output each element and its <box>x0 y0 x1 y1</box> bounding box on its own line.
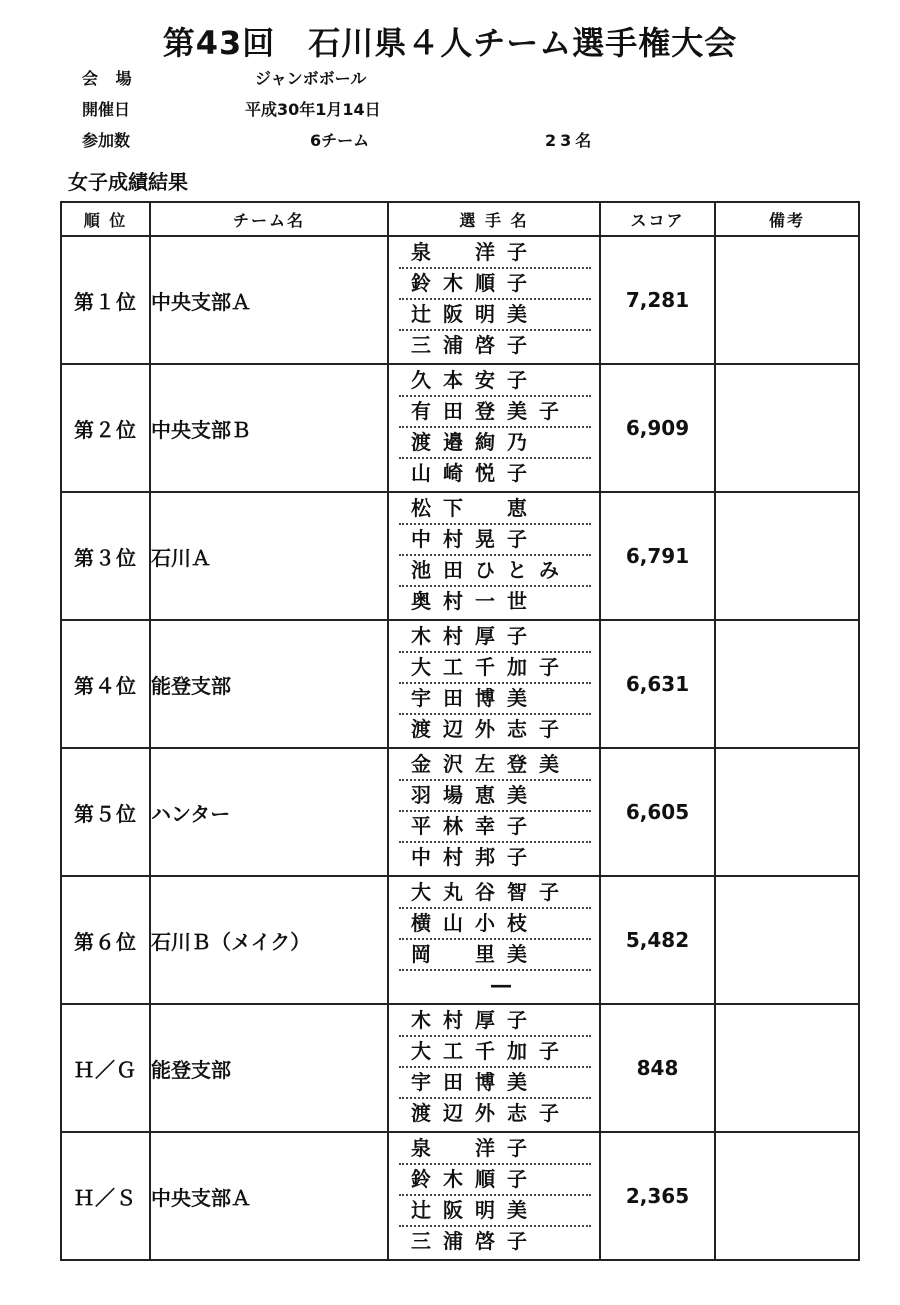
players-cell <box>388 492 600 620</box>
players-cell <box>388 748 600 876</box>
player-name: 宇田博美 <box>399 1068 591 1099</box>
player-name: 池田ひとみ <box>399 556 591 587</box>
team-cell: 石川Ｂ（メイク） <box>150 876 388 1004</box>
table-row <box>61 876 859 1004</box>
player-list <box>389 750 599 874</box>
player-name: ― <box>491 973 511 997</box>
player-name: 羽場恵美 <box>399 781 591 812</box>
team-cell: 中央支部Ａ <box>150 236 388 364</box>
notes-cell <box>715 876 859 1004</box>
player-name: 木村厚子 <box>399 1006 591 1037</box>
player-name: 奥村一世 <box>411 589 539 613</box>
player-name: 山崎悦子 <box>411 461 539 485</box>
rank-cell: 第２位 <box>61 364 150 492</box>
table-row <box>61 492 859 620</box>
player-name: 泉 洋子 <box>399 238 591 269</box>
score-cell: 6,909 <box>600 364 715 492</box>
player-name: 金沢左登美 <box>399 750 591 781</box>
player-name: 辻阪明美 <box>399 1196 591 1227</box>
player-name: 大工千加子 <box>399 653 591 684</box>
score-cell: 6,631 <box>600 620 715 748</box>
rank-cell: 第５位 <box>61 748 150 876</box>
date-value: 平成30年1月14日 <box>245 100 381 119</box>
player-name: 木村厚子 <box>399 622 591 653</box>
score-cell: 5,482 <box>600 876 715 1004</box>
player-name: 松下 恵 <box>399 494 591 525</box>
player-name: 渡邉絢乃 <box>399 428 591 459</box>
score-cell: 6,605 <box>600 748 715 876</box>
page-title: 第43回 石川県４人チーム選手権大会 <box>162 24 738 62</box>
player-list <box>389 1134 599 1258</box>
header-team: チーム名 <box>150 202 388 236</box>
team-cell: 中央支部Ｂ <box>150 364 388 492</box>
table-row <box>61 1132 859 1260</box>
rank-cell: 第４位 <box>61 620 150 748</box>
player-name: 三浦啓子 <box>411 1229 539 1253</box>
player-list <box>389 366 599 490</box>
player-name: 渡辺外志子 <box>411 717 571 741</box>
rank-cell: 第６位 <box>61 876 150 1004</box>
player-name: 三浦啓子 <box>411 333 539 357</box>
player-name: 宇田博美 <box>399 684 591 715</box>
players-cell <box>388 236 600 364</box>
players-cell <box>388 620 600 748</box>
score-cell: 7,281 <box>600 236 715 364</box>
rank-cell: Ｈ／Ｓ <box>61 1132 150 1260</box>
players-cell <box>388 1132 600 1260</box>
player-name: 岡 里美 <box>399 940 591 971</box>
player-name: 平林幸子 <box>399 812 591 843</box>
score-cell: 6,791 <box>600 492 715 620</box>
players-cell <box>388 364 600 492</box>
player-name: 鈴木順子 <box>399 1165 591 1196</box>
notes-cell <box>715 1004 859 1132</box>
header-notes: 備考 <box>715 202 859 236</box>
player-name: 泉 洋子 <box>399 1134 591 1165</box>
players-cell <box>388 1004 600 1132</box>
rank-cell: 第３位 <box>61 492 150 620</box>
player-name: 有田登美子 <box>399 397 591 428</box>
header-score: スコア <box>600 202 715 236</box>
team-cell: 能登支部 <box>150 1004 388 1132</box>
player-list <box>389 1006 599 1130</box>
notes-cell <box>715 364 859 492</box>
table-row <box>61 1004 859 1132</box>
score-cell: 848 <box>600 1004 715 1132</box>
player-name: 辻阪明美 <box>399 300 591 331</box>
notes-cell <box>715 236 859 364</box>
header-rank: 順 位 <box>61 202 150 236</box>
players-count: 23名 <box>545 131 596 150</box>
player-name: 中村晃子 <box>399 525 591 556</box>
section-title: 女子成績結果 <box>68 170 188 194</box>
entries-label: 参加数 <box>82 131 131 150</box>
venue-label: 会 場 <box>82 69 138 88</box>
player-name: 鈴木順子 <box>399 269 591 300</box>
player-list <box>389 878 599 1002</box>
rank-cell: 第１位 <box>61 236 150 364</box>
results-table <box>60 201 860 1261</box>
notes-cell <box>715 620 859 748</box>
table-header-row <box>61 202 859 236</box>
player-name: 渡辺外志子 <box>411 1101 571 1125</box>
player-list <box>389 622 599 746</box>
header-players: 選 手 名 <box>388 202 600 236</box>
venue-value: ジャンボボール <box>255 69 367 88</box>
players-cell <box>388 876 600 1004</box>
team-cell: 石川Ａ <box>150 492 388 620</box>
player-name: 中村邦子 <box>411 845 539 869</box>
score-cell: 2,365 <box>600 1132 715 1260</box>
team-cell: 能登支部 <box>150 620 388 748</box>
player-list <box>389 494 599 618</box>
player-name: 大丸谷智子 <box>399 878 591 909</box>
player-list <box>389 238 599 362</box>
table-row <box>61 620 859 748</box>
player-name: 横山小枝 <box>399 909 591 940</box>
notes-cell <box>715 748 859 876</box>
date-label: 開催日 <box>82 100 131 119</box>
table-row <box>61 364 859 492</box>
player-name: 久本安子 <box>399 366 591 397</box>
notes-cell <box>715 1132 859 1260</box>
table-row <box>61 748 859 876</box>
teams-count: 6チーム <box>310 131 370 150</box>
table-row <box>61 236 859 364</box>
rank-cell: Ｈ／Ｇ <box>61 1004 150 1132</box>
notes-cell <box>715 492 859 620</box>
team-cell: 中央支部Ａ <box>150 1132 388 1260</box>
player-name: 大工千加子 <box>399 1037 591 1068</box>
team-cell: ハンター <box>150 748 388 876</box>
